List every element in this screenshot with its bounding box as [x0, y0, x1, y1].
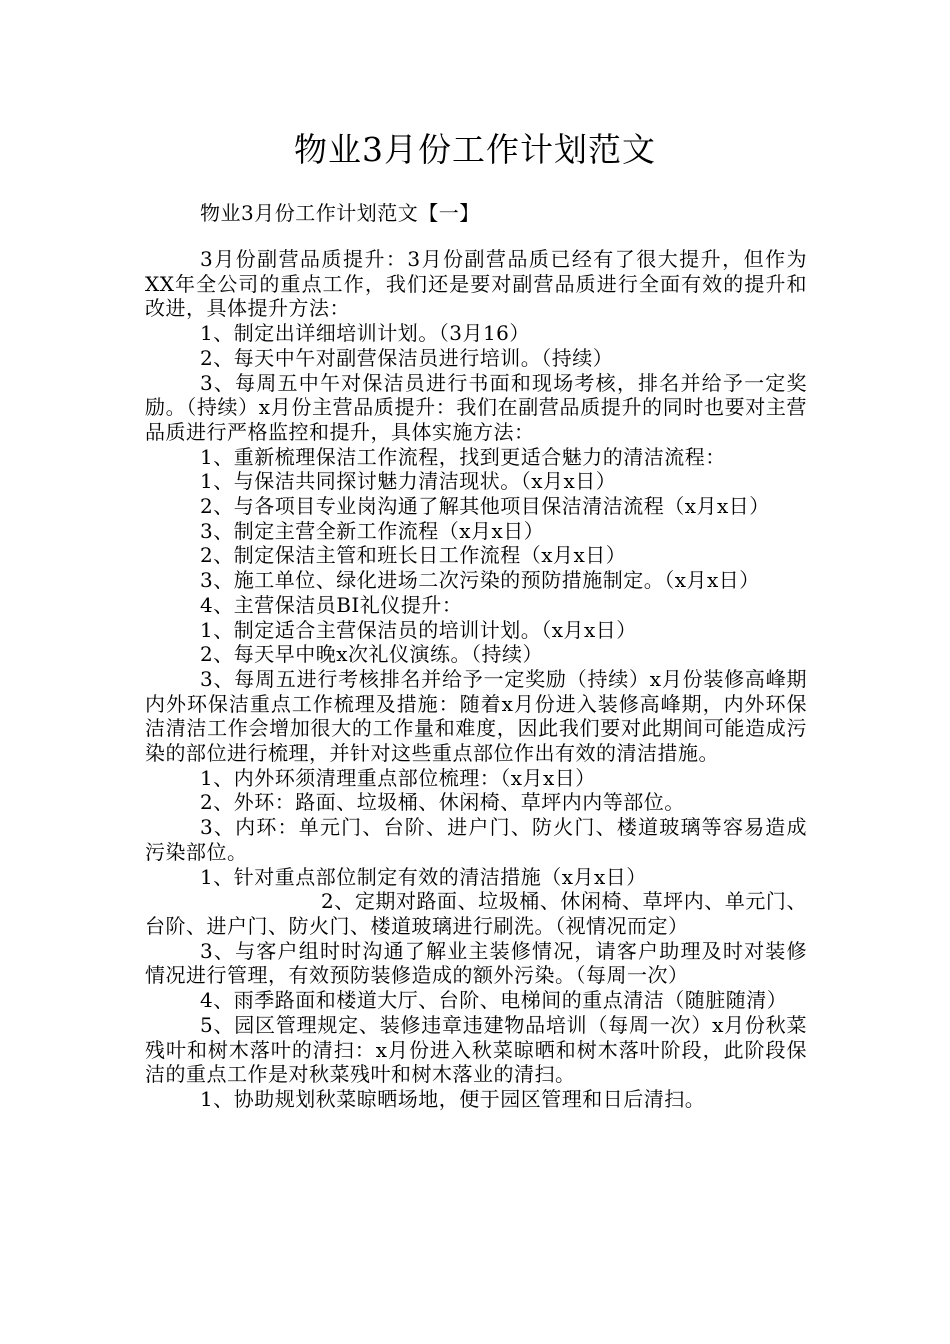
paragraph: 3、制定主营全新工作流程（x月x日） — [200, 518, 545, 543]
paragraph: 3月份副营品质提升：3月份副营品质已经有了很大提升，但作为XX年全公司的重点工作，我们还是要对副营品质进行全面有效的提升和改进，具体提升方法： — [145, 247, 807, 321]
paragraph: 2、每天中午对副营保洁员进行培训。（持续） — [200, 345, 614, 370]
section-heading: 物业3月份工作计划范文【一】 — [200, 201, 480, 225]
paragraph: 1、内外环须清理重点部位梳理：（x月x日） — [200, 765, 596, 790]
paragraph: 3、与客户组时时沟通了解业主装修情况，请客户助理及时对装修情况进行管理，有效预防装修造成的额外污染。（每周一次） — [145, 938, 807, 988]
paragraph: 1、制定适合主营保洁员的培训计划。（x月x日） — [200, 617, 637, 642]
document-body — [145, 247, 807, 1112]
paragraph: 3、每周五中午对保洁员进行书面和现场考核，排名并给予一定奖励。（持续）x月份主营品质提升：我们在副营品质提升的同时也要对主营品质进行严格监控和提升，具体实施方法： — [145, 370, 807, 444]
paragraph: 2、制定保洁主管和班长日工作流程（x月x日） — [200, 543, 627, 568]
paragraph: 3、施工单位、绿化进场二次污染的预防措施制定。（x月x日） — [200, 568, 760, 593]
paragraph: 2、定期对路面、垃圾桶、休闲椅、草坪内、单元门、台阶、进户门、防火门、楼道玻璃进行刷洗。（视情况而定） — [145, 889, 807, 938]
paragraph: 1、针对重点部位制定有效的清洁措施（x月x日） — [200, 864, 647, 889]
paragraph: 1、协助规划秋菜晾晒场地，便于园区管理和日后清扫。 — [200, 1086, 706, 1111]
paragraph: 4、雨季路面和楼道大厅、台阶、电梯间的重点清洁（随脏随清） — [200, 988, 788, 1013]
paragraph: 2、每天早中晚x次礼仪演练。（持续） — [200, 642, 544, 667]
paragraph: 1、与保洁共同探讨魅力清洁现状。（x月x日） — [200, 469, 617, 494]
paragraph: 3、内环：单元门、台阶、进户门、防火门、楼道玻璃等容易造成污染部位。 — [145, 815, 807, 864]
paragraph: 2、与各项目专业岗沟通了解其他项目保洁清洁流程（x月x日） — [200, 494, 770, 519]
paragraph: 1、制定出详细培训计划。（3月16） — [200, 321, 530, 346]
paragraph: 3、每周五进行考核排名并给予一定奖励（持续）x月份装修高峰期内外环保洁重点工作梳理及措施：随着x月份进入装修高峰期，内外环保洁清洁工作会增加很大的工作量和难度，因此我们要对此期间可能造成污染的部位进行梳理，并针对这些重点部位作出有效的清洁措施。 — [145, 666, 807, 766]
paragraph: 1、重新梳理保洁工作流程，找到更适合魅力的清洁流程： — [200, 444, 726, 469]
document-title: 物业3月份工作计划范文 — [294, 130, 656, 169]
paragraph: 5、园区管理规定、装修违章违建物品培训（每周一次）x月份秋菜残叶和树木落叶的清扫：x月份进入秋菜晾晒和树木落叶阶段，此阶段保洁的重点工作是对秋菜残叶和树木落业的清扫。 — [145, 1012, 807, 1087]
paragraph: 2、外环：路面、垃圾桶、休闲椅、草坪内内等部位。 — [200, 790, 685, 815]
paragraph: 4、主营保洁员BI礼仪提升： — [200, 592, 463, 617]
